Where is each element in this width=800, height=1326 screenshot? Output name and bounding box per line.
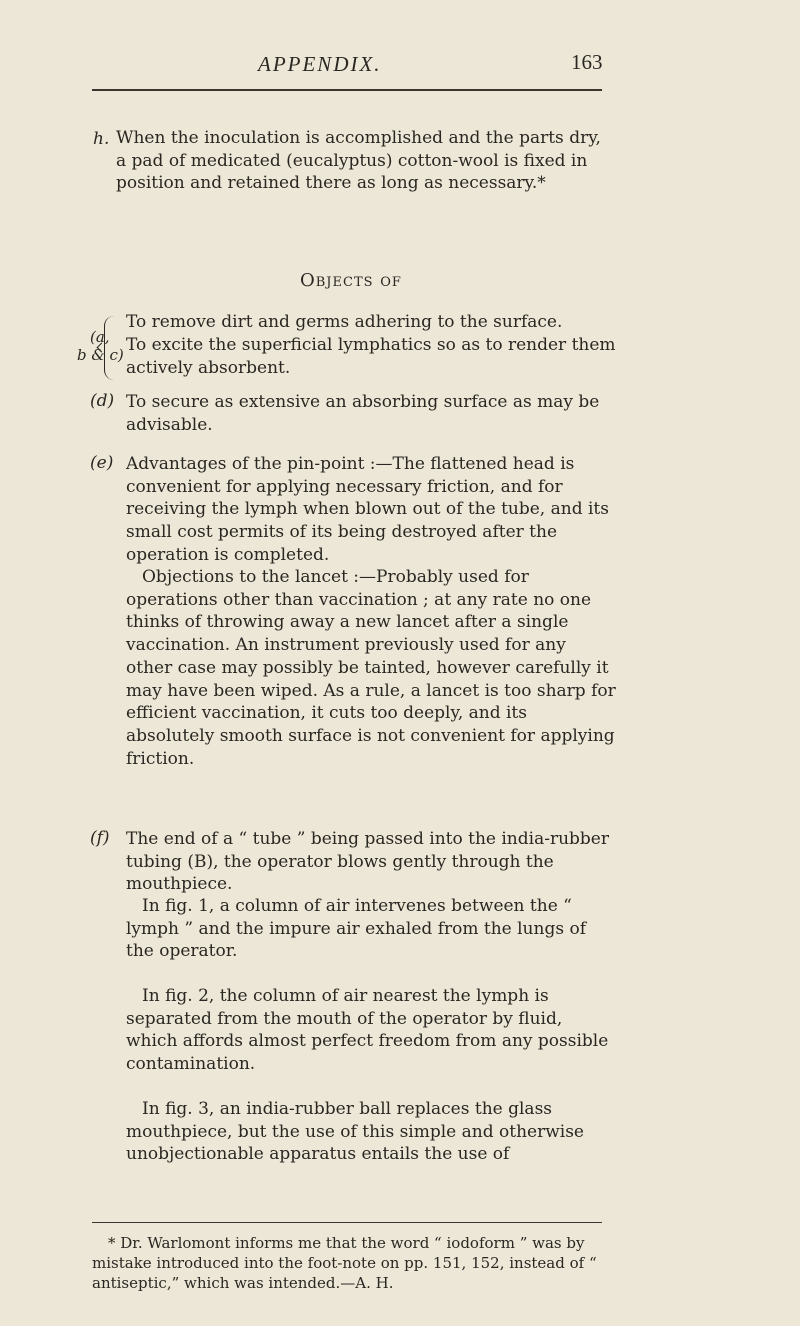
running-title: APPENDIX. <box>258 52 382 76</box>
items-abc-line-1: To remove dirt and germs adhering to the surface. <box>126 312 563 332</box>
item-h-marker: h. <box>93 129 110 149</box>
footnote-rule <box>92 1222 602 1223</box>
item-f-fig1: In fig. 1, a column of air intervenes between the “ lymph ” and the impure air exhaled from the lungs of the operator. <box>126 896 586 962</box>
item-f-text: The end of a “ tube ” being passed into the india-rubber tubing (B), the operator blows gently through the mouthpiece. <box>126 829 609 895</box>
item-h-text <box>116 127 616 195</box>
item-d-marker: (d) <box>90 391 115 411</box>
item-e-marker: (e) <box>90 453 114 473</box>
page-number: 163 <box>571 50 603 74</box>
item-h-body: When the inoculation is accomplished and the parts dry, a pad of medicated (eucalyptus) cotton-wool is fixed in position and retained there as long as necessary.* <box>116 128 601 194</box>
item-e-text: Advantages of the pin-point :—The flattened head is convenient for applying necessary friction, and for receiving the lymph when blown out of the tube, and its small cost permits of its being destroyed after the operation is completed. <box>126 454 609 565</box>
item-f-fig3: In fig. 3, an india-rubber ball replaces the glass mouthpiece, but the use of this simple and otherwise unobjectionable apparatus entails the use of <box>126 1099 584 1165</box>
header-rule <box>92 89 602 91</box>
objects-heading: Objects of <box>300 270 402 291</box>
brace-mark <box>104 316 117 380</box>
items-abc-label-2: b & c) <box>77 346 124 364</box>
item-f-fig2: In fig. 2, the column of air nearest the lymph is separated from the mouth of the operator by fluid, which affords almost perfect freedom from any possible contamination. <box>126 986 609 1075</box>
item-f-marker: (f) <box>90 828 110 848</box>
item-e-objections: Objections to the lancet :—Probably used for operations other than vaccination ; at any rate no one thinks of throwing away a new lancet after a single vaccination. An instrument previously used for any other case may possibly be tainted, however carefully it may have been wiped. As a rule, a lancet is too sharp for efficient vaccination, it cuts too deeply, and its absolutely smooth surface is not convenient for applying friction. <box>126 567 616 769</box>
item-d-text: To secure as extensive an absorbing surface as may be advisable. <box>126 392 600 435</box>
items-abc-label-1: (a, <box>90 328 110 346</box>
footnote: * Dr. Warlomont informs me that the word “ iodoform ” was by mistake introduced into the foot-note on pp. 151, 152, instead of “ antiseptic,” which was intended.—A. H. <box>92 1234 597 1292</box>
items-abc-line-2: To excite the superficial lymphatics so as to render them actively absorbent. <box>126 335 616 378</box>
